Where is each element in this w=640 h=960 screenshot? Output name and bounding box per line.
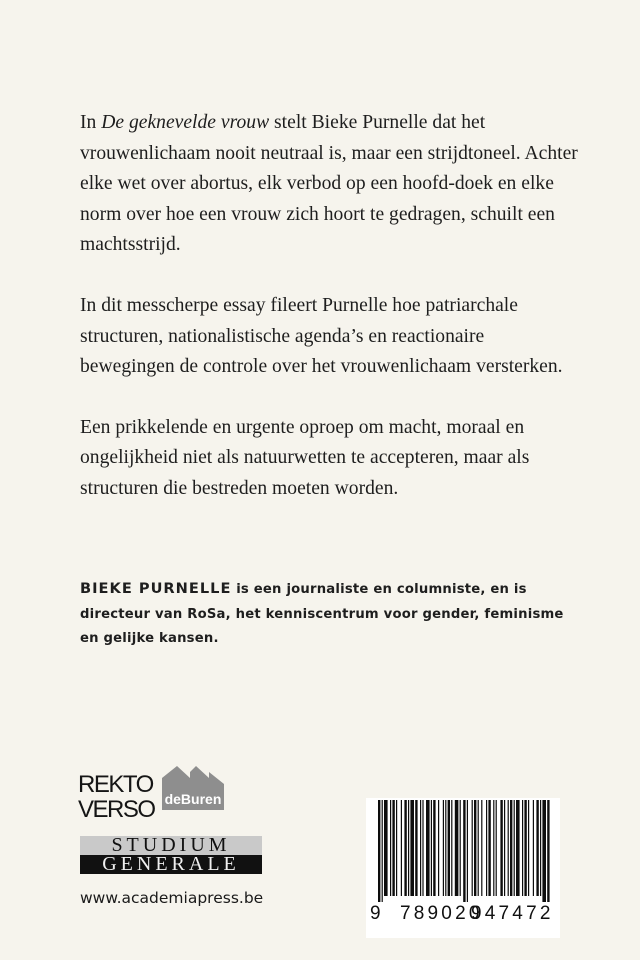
barcode-bar (410, 800, 414, 896)
barcode-bar (426, 800, 430, 896)
barcode-bar (514, 800, 515, 896)
deburen-logo (162, 766, 224, 816)
barcode-bar (392, 800, 394, 896)
barcode-bar (522, 800, 523, 896)
barcode-bar (516, 800, 520, 896)
studium-label: STUDIUM (80, 836, 262, 855)
barcode-bar (472, 800, 473, 896)
blurb-rest: stelt Bieke Purnelle dat het vrouwenlichaam nooit neutraal is, maar een strijdtoneel. Achter elke wet over abortus, elk verbod op een hoofd-doek en elke norm over hoe een vrouw zich hoort te gedragen, schuilt een machtsstrijd. (80, 112, 578, 256)
barcode-bar (510, 800, 512, 896)
barcode-bar (448, 800, 450, 896)
barcode-bar (433, 800, 435, 896)
rekto-verso-logo (78, 773, 158, 823)
blurb-paragraph-1 (80, 108, 580, 261)
isbn-group-2: 947472 (471, 903, 554, 924)
barcode-bar (508, 800, 509, 896)
barcode-bar (474, 800, 476, 896)
barcode-bar (524, 800, 526, 896)
barcode-bar (422, 800, 423, 896)
barcode-bar (404, 800, 406, 896)
barcode-bar (408, 800, 409, 896)
barcode-bar (463, 800, 465, 902)
barcode-bar (460, 800, 461, 896)
publisher-url: www.academiapress.be (80, 889, 264, 907)
barcode-bars (378, 800, 550, 902)
isbn-barcode (366, 798, 560, 938)
book-title: De geknevelde vrouw (101, 112, 270, 133)
barcode-bar (438, 800, 439, 896)
barcode-bar (401, 800, 402, 896)
barcode-bar (481, 800, 482, 896)
barcode-bar (384, 800, 388, 896)
rekto-logo-line1: REKTO (78, 771, 153, 798)
barcode-bar (451, 800, 452, 896)
barcode-bar (547, 800, 549, 902)
isbn-first-digit: 9 (370, 903, 381, 924)
barcode-bar (542, 800, 546, 902)
blurb-text (80, 108, 580, 535)
barcode-bar (500, 800, 502, 896)
barcode-bar (445, 800, 446, 896)
barcode-bar (486, 800, 487, 896)
barcode-bar (443, 800, 444, 896)
author-bio (80, 577, 580, 652)
barcode-bar (478, 800, 479, 896)
barcode-bar (390, 800, 391, 896)
barcode-bar (455, 800, 459, 896)
barcode-bar (382, 800, 383, 902)
barcode-bar (496, 800, 497, 896)
barcode-bar (431, 800, 432, 896)
barcode-bar (533, 800, 534, 896)
barcode-bar (420, 800, 421, 896)
barcode-bar (488, 800, 490, 896)
author-bio-text: is een journaliste en columniste, en is directeur van RoSa, het kenniscentrum voor gender, feminisme en gelijke kansen. (80, 582, 564, 647)
barcode-bar (378, 800, 380, 902)
barcode-bar (528, 800, 529, 896)
barcode-bar (415, 800, 417, 896)
blurb-paragraph-3: Een prikkelende en urgente oproep om macht, moraal en ongelijkheid niet als natuurwetten te accepteren, maar als structuren die bestreden moeten worden. (80, 416, 530, 499)
rekto-logo-line2: VERSO (78, 796, 155, 823)
blurb-intro: In (80, 112, 102, 133)
blurb-paragraph-2: In dit messcherpe essay fileert Purnelle hoe patriarchale structuren, nationalistische agenda’s en reactionaire bewegingen de controle over het vrouwenlichaam versterken. (80, 294, 563, 378)
barcode-bar (396, 800, 397, 896)
isbn-group-1: 789020 (400, 903, 483, 924)
deburen-roof-icon (162, 766, 224, 790)
barcode-bar (536, 800, 538, 896)
barcode-bar (540, 800, 541, 896)
studium-generale-logo (80, 836, 262, 874)
author-name: BIEKE PURNELLE (80, 580, 232, 597)
barcode-bar (493, 800, 494, 896)
deburen-label: deBuren (162, 788, 224, 810)
generale-label: GENERALE (80, 855, 262, 874)
barcode-bar (467, 800, 468, 902)
barcode-bar (504, 800, 505, 896)
